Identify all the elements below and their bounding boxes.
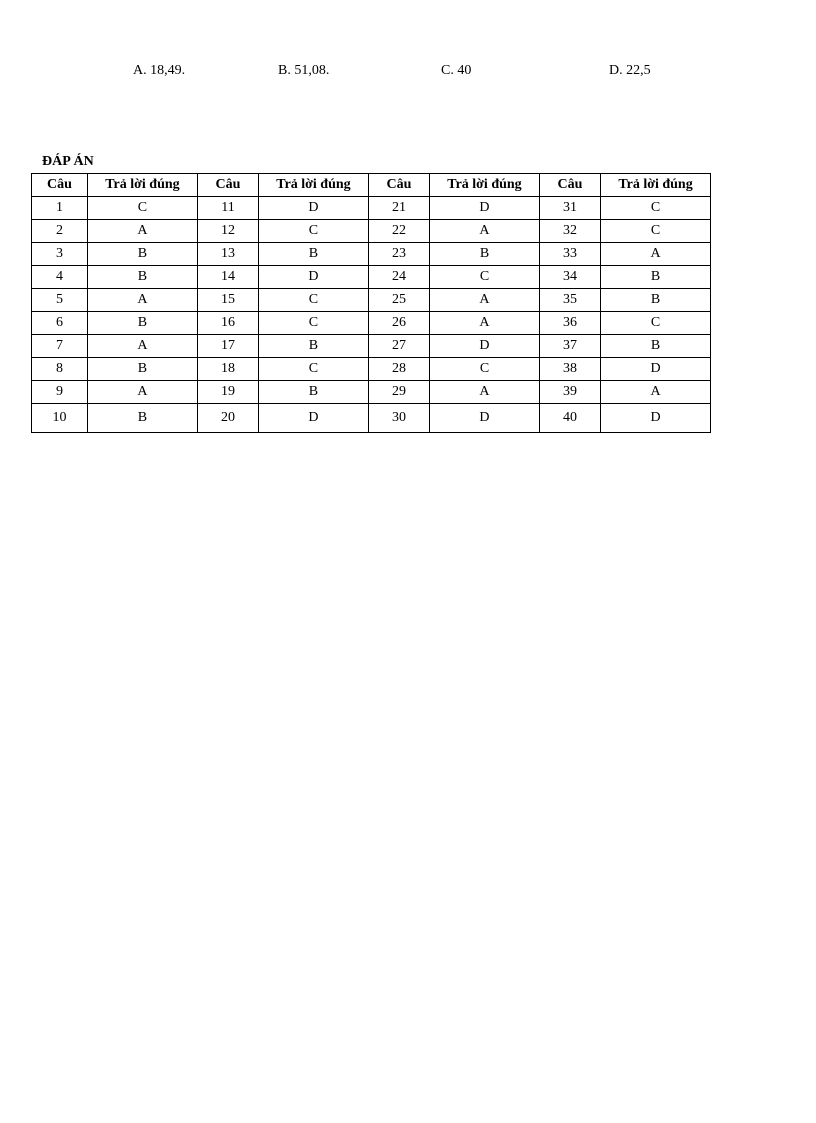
table-row <box>32 335 711 358</box>
question-number-cell: 2 <box>32 220 88 243</box>
option-a: A. 18,49. <box>133 63 186 78</box>
question-number-cell: 11 <box>197 197 258 220</box>
answer-cell: B <box>430 243 540 266</box>
answer-cell: C <box>430 358 540 381</box>
question-number-cell: 9 <box>32 381 88 404</box>
answer-cell: A <box>430 289 540 312</box>
answer-cell: B <box>259 243 369 266</box>
question-number-cell: 5 <box>32 289 88 312</box>
answer-cell: A <box>87 335 197 358</box>
question-number-cell: 32 <box>539 220 600 243</box>
answer-key-table <box>31 173 711 433</box>
table-header-row <box>32 174 711 197</box>
column-header-question: Câu <box>539 174 600 197</box>
answer-cell: D <box>601 358 711 381</box>
answer-cell: B <box>87 404 197 433</box>
question-number-cell: 8 <box>32 358 88 381</box>
answer-cell: A <box>87 381 197 404</box>
table-row <box>32 220 711 243</box>
question-number-cell: 1 <box>32 197 88 220</box>
question-number-cell: 12 <box>197 220 258 243</box>
table-row <box>32 197 711 220</box>
table-row <box>32 289 711 312</box>
question-number-cell: 35 <box>539 289 600 312</box>
option-c: C. 40 <box>441 63 472 78</box>
answer-cell: A <box>87 289 197 312</box>
table-row <box>32 312 711 335</box>
answer-cell: C <box>259 220 369 243</box>
answer-cell: A <box>430 381 540 404</box>
question-number-cell: 37 <box>539 335 600 358</box>
question-number-cell: 18 <box>197 358 258 381</box>
question-number-cell: 6 <box>32 312 88 335</box>
question-number-cell: 31 <box>539 197 600 220</box>
answer-cell: C <box>259 289 369 312</box>
answer-cell: C <box>601 197 711 220</box>
question-number-cell: 23 <box>368 243 429 266</box>
question-number-cell: 3 <box>32 243 88 266</box>
question-number-cell: 33 <box>539 243 600 266</box>
answer-cell: B <box>601 266 711 289</box>
question-number-cell: 17 <box>197 335 258 358</box>
answer-cell: B <box>87 243 197 266</box>
answer-cell: D <box>259 404 369 433</box>
answer-cell: B <box>259 381 369 404</box>
question-number-cell: 20 <box>197 404 258 433</box>
question-number-cell: 26 <box>368 312 429 335</box>
table-row <box>32 358 711 381</box>
question-number-cell: 24 <box>368 266 429 289</box>
answer-cell: B <box>87 312 197 335</box>
answer-cell: C <box>430 266 540 289</box>
question-number-cell: 13 <box>197 243 258 266</box>
answer-cell: B <box>87 358 197 381</box>
question-number-cell: 4 <box>32 266 88 289</box>
column-header-question: Câu <box>32 174 88 197</box>
answer-cell: C <box>259 312 369 335</box>
question-number-cell: 40 <box>539 404 600 433</box>
answer-cell: C <box>601 312 711 335</box>
question-number-cell: 29 <box>368 381 429 404</box>
option-d: D. 22,5 <box>609 63 651 78</box>
question-number-cell: 14 <box>197 266 258 289</box>
answer-cell: D <box>430 197 540 220</box>
answer-cell: D <box>259 266 369 289</box>
column-header-answer: Trả lời đúng <box>601 174 711 197</box>
answer-cell: A <box>430 312 540 335</box>
table-body <box>32 197 711 433</box>
question-number-cell: 39 <box>539 381 600 404</box>
question-number-cell: 28 <box>368 358 429 381</box>
answer-options <box>0 63 816 83</box>
question-number-cell: 22 <box>368 220 429 243</box>
question-number-cell: 34 <box>539 266 600 289</box>
column-header-answer: Trả lời đúng <box>430 174 540 197</box>
question-number-cell: 16 <box>197 312 258 335</box>
answer-cell: D <box>430 404 540 433</box>
answer-key-title: ĐÁP ÁN <box>42 154 94 169</box>
table-row <box>32 381 711 404</box>
question-number-cell: 27 <box>368 335 429 358</box>
answer-cell: D <box>601 404 711 433</box>
answer-cell: A <box>601 381 711 404</box>
question-number-cell: 10 <box>32 404 88 433</box>
question-number-cell: 21 <box>368 197 429 220</box>
answer-cell: B <box>601 289 711 312</box>
table-row <box>32 243 711 266</box>
answer-cell: B <box>259 335 369 358</box>
answer-cell: C <box>259 358 369 381</box>
question-number-cell: 7 <box>32 335 88 358</box>
option-b: B. 51,08. <box>278 63 330 78</box>
question-number-cell: 30 <box>368 404 429 433</box>
answer-cell: C <box>87 197 197 220</box>
question-number-cell: 36 <box>539 312 600 335</box>
column-header-question: Câu <box>368 174 429 197</box>
table-row <box>32 404 711 433</box>
answer-cell: D <box>259 197 369 220</box>
answer-cell: B <box>601 335 711 358</box>
table-row <box>32 266 711 289</box>
answer-cell: D <box>430 335 540 358</box>
answer-cell: B <box>87 266 197 289</box>
question-number-cell: 38 <box>539 358 600 381</box>
answer-cell: A <box>87 220 197 243</box>
question-number-cell: 19 <box>197 381 258 404</box>
answer-cell: C <box>601 220 711 243</box>
answer-cell: A <box>601 243 711 266</box>
question-number-cell: 25 <box>368 289 429 312</box>
question-number-cell: 15 <box>197 289 258 312</box>
answer-cell: A <box>430 220 540 243</box>
column-header-answer: Trả lời đúng <box>259 174 369 197</box>
column-header-question: Câu <box>197 174 258 197</box>
column-header-answer: Trả lời đúng <box>87 174 197 197</box>
